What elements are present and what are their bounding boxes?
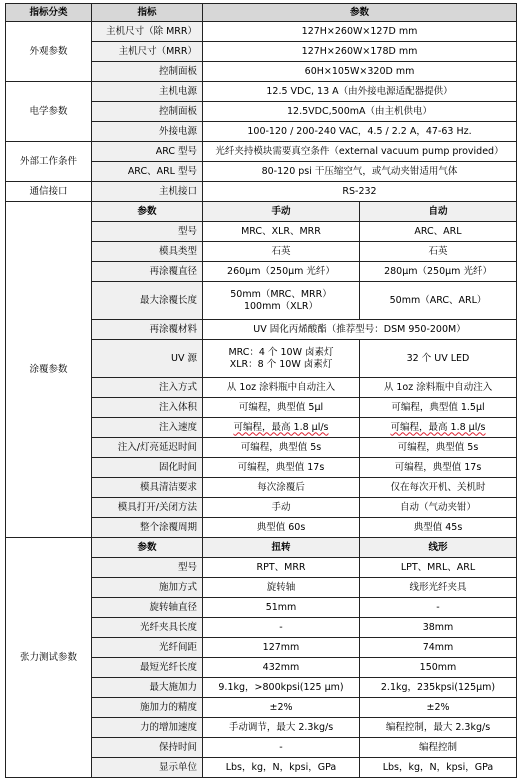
row-label: ARC、ARL 型号 — [92, 162, 203, 182]
manual-value: 从 1oz 涂料瓶中自动注入 — [203, 378, 360, 398]
row-label: 控制面板 — [92, 62, 203, 82]
manual-value: 可编程，典型值 17s — [203, 458, 360, 478]
row-value: 127H×260W×127D mm — [203, 22, 517, 42]
row-label: 模具清洁要求 — [92, 478, 203, 498]
row-value: 60H×105W×320D mm — [203, 62, 517, 82]
row-label: 主机尺寸（除 MRR） — [92, 22, 203, 42]
spec-table — [5, 3, 517, 778]
row-label: 最短光纤长度 — [92, 658, 203, 678]
category-coating: 涂覆参数 — [6, 202, 92, 538]
row-value: RS-232 — [203, 182, 517, 202]
row-label: 主机尺寸（MRR） — [92, 42, 203, 62]
linear-value: ±2% — [360, 698, 517, 718]
header-category: 指标分类 — [6, 4, 92, 22]
linear-value: 74mm — [360, 638, 517, 658]
row-label: 外接电源 — [92, 122, 203, 142]
auto-value: 典型值 45s — [360, 518, 517, 538]
torsion-value: ±2% — [203, 698, 360, 718]
category-tension: 张力测试参数 — [6, 538, 92, 778]
row-value: 80-120 psi 干压缩空气，或气动夹钳适用气体 — [203, 162, 517, 182]
manual-value: 手动 — [203, 498, 360, 518]
manual-line: 100mm（XLR） — [243, 300, 319, 312]
coating-header-param: 参数 — [92, 202, 203, 222]
row-label: 再涂覆直径 — [92, 262, 203, 282]
torsion-value: 手动调节，最大 2.3kg/s — [203, 718, 360, 738]
row-label: 注入体积 — [92, 398, 203, 418]
tension-header-linear: 线形 — [360, 538, 517, 558]
row-label: 显示单位 — [92, 758, 203, 778]
row-label: UV 源 — [92, 340, 203, 378]
auto-value: ARC、ARL — [360, 222, 517, 242]
coating-header-manual: 手动 — [203, 202, 360, 222]
row-value: 127H×260W×178D mm — [203, 42, 517, 62]
linear-value: Lbs，kg，N，kpsi，GPa — [360, 758, 517, 778]
row-label: 主机接口 — [92, 182, 203, 202]
tension-header-torsion: 扭转 — [203, 538, 360, 558]
row-label: 光纤夹具长度 — [92, 618, 203, 638]
linear-value: 编程控制，最大 2.3kg/s — [360, 718, 517, 738]
manual-value: 石英 — [203, 242, 360, 262]
table-row — [6, 182, 517, 202]
torsion-value: RPT、MRR — [203, 558, 360, 578]
row-label: 模具打开/关闭方法 — [92, 498, 203, 518]
row-label: 施加方式 — [92, 578, 203, 598]
row-label: 固化时间 — [92, 458, 203, 478]
header-indicator: 指标 — [92, 4, 203, 22]
linear-value: LPT、MRL、ARL — [360, 558, 517, 578]
coating-subheader-row — [6, 202, 517, 222]
manual-value: MRC、XLR、MRR — [203, 222, 360, 242]
table-row — [6, 142, 517, 162]
auto-value: 仅在每次开机、关机时 — [360, 478, 517, 498]
header-parameter: 参数 — [203, 4, 517, 22]
auto-value: 280μm（250μm 光纤） — [360, 262, 517, 282]
tension-subheader-row — [6, 538, 517, 558]
auto-value: 石英 — [360, 242, 517, 262]
row-label: 再涂覆材料 — [92, 320, 203, 340]
category-electrical: 电学参数 — [6, 82, 92, 142]
auto-value: 可编程，典型值 1.5μl — [360, 398, 517, 418]
torsion-value: 51mm — [203, 598, 360, 618]
torsion-value: - — [203, 618, 360, 638]
category-comm: 通信接口 — [6, 182, 92, 202]
row-label: 注入方式 — [92, 378, 203, 398]
tension-header-param: 参数 — [92, 538, 203, 558]
coating-header-auto: 自动 — [360, 202, 517, 222]
row-value: UV 固化丙烯酸酯（推荐型号：DSM 950-200M） — [203, 320, 517, 340]
manual-value: 可编程，典型值 5μl — [203, 398, 360, 418]
table-row — [6, 82, 517, 102]
category-appearance: 外观参数 — [6, 22, 92, 82]
manual-line: XLR：8 个 10W 卤素灯 — [229, 358, 333, 370]
linear-value: 编程控制 — [360, 738, 517, 758]
linear-value: 150mm — [360, 658, 517, 678]
linear-value: 线形光纤夹具 — [360, 578, 517, 598]
row-label: ARC 型号 — [92, 142, 203, 162]
row-value: 光纤夹持模块需要真空条件（external vacuum pump provided） — [203, 142, 517, 162]
row-label: 控制面板 — [92, 102, 203, 122]
row-label: 光纤间距 — [92, 638, 203, 658]
row-label: 注入速度 — [92, 418, 203, 438]
table-row — [6, 22, 517, 42]
auto-value: 可编程，典型值 5s — [360, 438, 517, 458]
row-label: 力的增加速度 — [92, 718, 203, 738]
row-label: 最大施加力 — [92, 678, 203, 698]
torsion-value: - — [203, 738, 360, 758]
torsion-value: Lbs，kg，N，kpsi，GPa — [203, 758, 360, 778]
table-header-row — [6, 4, 517, 22]
row-label: 主机电源 — [92, 82, 203, 102]
row-label: 型号 — [92, 222, 203, 242]
row-label: 模具类型 — [92, 242, 203, 262]
manual-line: 50mm（MRC、MRR） — [230, 288, 332, 300]
row-label: 最大涂覆长度 — [92, 282, 203, 320]
linear-value: 2.1kg，235kpsi(125μm) — [360, 678, 517, 698]
row-label: 注入/灯亮延迟时间 — [92, 438, 203, 458]
manual-value: 典型值 60s — [203, 518, 360, 538]
linear-value: 38mm — [360, 618, 517, 638]
manual-value: 可编程，典型值 5s — [203, 438, 360, 458]
auto-value: 32 个 UV LED — [360, 340, 517, 378]
manual-value — [203, 340, 360, 378]
auto-value: 50mm（ARC、ARL） — [360, 282, 517, 320]
auto-value: 从 1oz 涂料瓶中自动注入 — [360, 378, 517, 398]
torsion-value: 127mm — [203, 638, 360, 658]
manual-value: 260μm（250μm 光纤） — [203, 262, 360, 282]
auto-value: 自动（气动夹钳） — [360, 498, 517, 518]
torsion-value: 9.1kg，>800kpsi(125 μm) — [203, 678, 360, 698]
row-value: 100-120 / 200-240 VAC，4.5 / 2.2 A，47-63 Hz. — [203, 122, 517, 142]
category-external: 外部工作条件 — [6, 142, 92, 182]
row-value: 12.5 VDC, 13 A（由外接电源适配器提供） — [203, 82, 517, 102]
auto-value: 可编程，典型值 17s — [360, 458, 517, 478]
manual-value — [203, 282, 360, 320]
row-label: 保持时间 — [92, 738, 203, 758]
torsion-value: 旋转轴 — [203, 578, 360, 598]
manual-value: 可编程，最高 1.8 μl/s — [203, 418, 360, 438]
auto-value: 可编程，最高 1.8 μl/s — [360, 418, 517, 438]
row-label: 旋转轴直径 — [92, 598, 203, 618]
linear-value: - — [360, 598, 517, 618]
row-value: 12.5VDC,500mA（由主机供电） — [203, 102, 517, 122]
manual-line: MRC：4 个 10W 卤素灯 — [228, 346, 334, 358]
torsion-value: 432mm — [203, 658, 360, 678]
manual-value: 每次涂覆后 — [203, 478, 360, 498]
row-label: 施加力的精度 — [92, 698, 203, 718]
row-label: 整个涂覆周期 — [92, 518, 203, 538]
row-label: 型号 — [92, 558, 203, 578]
